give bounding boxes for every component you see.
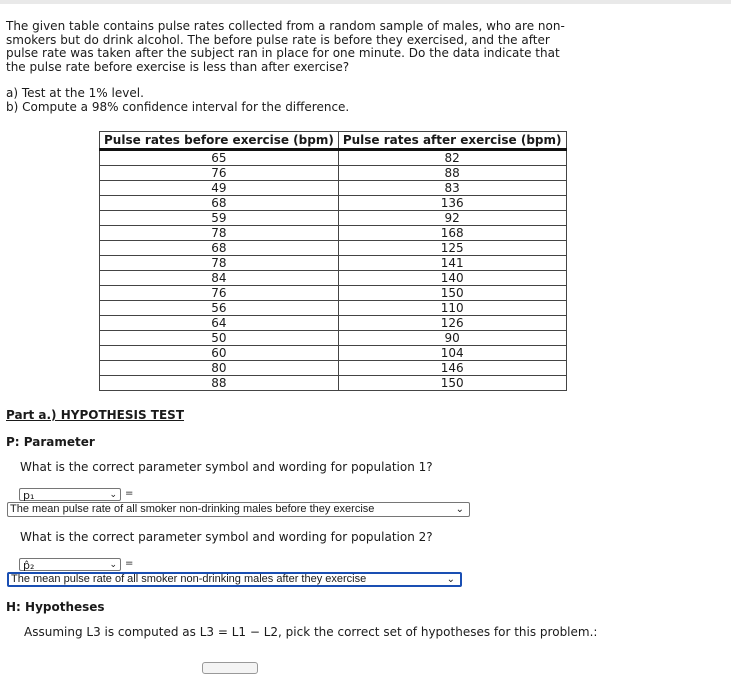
chevron-down-icon: ⌄ (109, 490, 117, 500)
before-value-cell: 60 (100, 346, 339, 361)
table-row (100, 226, 567, 241)
chevron-down-icon: ⌄ (446, 574, 455, 585)
table-row (100, 150, 567, 166)
before-value-cell: 56 (100, 301, 339, 316)
selected-wording: The mean pulse rate of all smoker non-drinking males after they exercise (11, 573, 367, 585)
table-row (100, 301, 567, 316)
header-after: Pulse rates after exercise (bpm) (338, 132, 566, 150)
before-value-cell: 76 (100, 166, 339, 181)
table-row (100, 316, 567, 331)
after-value-cell: 168 (338, 226, 566, 241)
task-list (6, 86, 349, 114)
equals-sign: = (125, 488, 134, 499)
after-value-cell: 92 (338, 211, 566, 226)
table-row (100, 166, 567, 181)
population-2-question: What is the correct parameter symbol and wording for population 2? (20, 530, 433, 544)
after-value-cell: 90 (338, 331, 566, 346)
before-value-cell: 84 (100, 271, 339, 286)
problem-statement: The given table contains pulse rates collected from a random sample of males, who are non-smokers but do drink alcohol. The before pulse rate is before they exercised, and the after pulse rate was taken after the subject ran in place for one minute. Do the data indicate that the pulse rate before exercise is less than after exercise? (6, 19, 565, 74)
population-1-wording-select[interactable] (7, 502, 470, 517)
equals-sign: = (125, 558, 134, 569)
top-bar (0, 0, 731, 4)
after-value-cell: 83 (338, 181, 566, 196)
after-value-cell: 141 (338, 256, 566, 271)
hypotheses-prompt: Assuming L3 is computed as L3 = L1 − L2, pick the correct set of hypotheses for this problem.: (24, 625, 598, 639)
before-value-cell: 68 (100, 241, 339, 256)
parameter-heading: P: Parameter (6, 435, 95, 449)
selected-symbol: p̂₂ (23, 559, 35, 572)
task-a: a) Test at the 1% level. (6, 86, 144, 100)
table-row (100, 241, 567, 256)
before-value-cell: 78 (100, 226, 339, 241)
after-value-cell: 125 (338, 241, 566, 256)
population-2-symbol-select[interactable] (19, 558, 121, 571)
header-before: Pulse rates before exercise (bpm) (100, 132, 339, 150)
before-value-cell: 80 (100, 361, 339, 376)
hypotheses-select[interactable] (202, 662, 258, 674)
before-value-cell: 68 (100, 196, 339, 211)
after-value-cell: 82 (338, 150, 566, 166)
table-row (100, 376, 567, 391)
before-value-cell: 65 (100, 150, 339, 166)
population-2-wording-select[interactable] (7, 572, 462, 587)
after-value-cell: 110 (338, 301, 566, 316)
table-row (100, 211, 567, 226)
before-value-cell: 49 (100, 181, 339, 196)
after-value-cell: 104 (338, 346, 566, 361)
after-value-cell: 126 (338, 316, 566, 331)
table-row (100, 196, 567, 211)
chevron-down-icon: ⌄ (455, 504, 464, 515)
table-row (100, 181, 567, 196)
before-value-cell: 64 (100, 316, 339, 331)
selected-symbol: p₁ (23, 489, 35, 502)
part-a-title: Part a.) HYPOTHESIS TEST (6, 408, 185, 422)
table-row (100, 286, 567, 301)
after-value-cell: 150 (338, 376, 566, 391)
table-row (100, 361, 567, 376)
before-value-cell: 50 (100, 331, 339, 346)
chevron-down-icon: ⌄ (109, 560, 117, 570)
table-row (100, 346, 567, 361)
selected-wording: The mean pulse rate of all smoker non-drinking males before they exercise (10, 503, 375, 515)
table-row (100, 256, 567, 271)
table-row (100, 271, 567, 286)
table-row (100, 331, 567, 346)
population-1-question: What is the correct parameter symbol and wording for population 1? (20, 460, 433, 474)
after-value-cell: 150 (338, 286, 566, 301)
after-value-cell: 140 (338, 271, 566, 286)
after-value-cell: 146 (338, 361, 566, 376)
before-value-cell: 78 (100, 256, 339, 271)
task-b: b) Compute a 98% confidence interval for the difference. (6, 100, 350, 114)
hypotheses-heading: H: Hypotheses (6, 600, 105, 614)
before-value-cell: 59 (100, 211, 339, 226)
before-value-cell: 88 (100, 376, 339, 391)
pulse-rate-table (99, 131, 567, 391)
before-value-cell: 76 (100, 286, 339, 301)
population-1-symbol-select[interactable] (19, 488, 121, 501)
after-value-cell: 88 (338, 166, 566, 181)
after-value-cell: 136 (338, 196, 566, 211)
